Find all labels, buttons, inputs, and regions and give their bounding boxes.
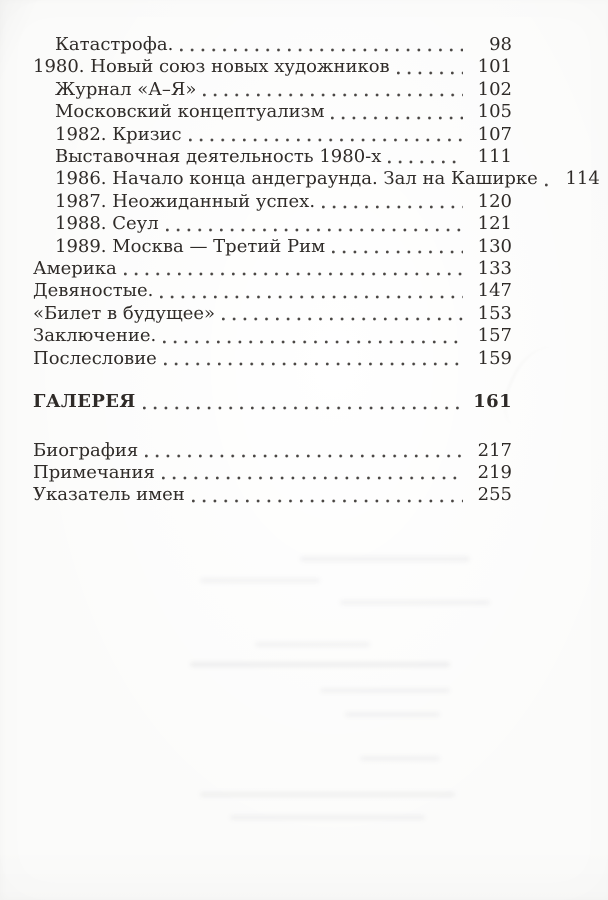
toc-entry-page: 147 [477,280,512,302]
toc-entry-page: 114 [565,168,600,190]
toc-entry-label: Выставочная деятельность 1980-х [55,146,382,168]
dot-leader [164,361,463,367]
toc-entry-label: Катастрофа. [55,34,174,55]
dot-leader [222,316,463,322]
toc-entry-label: 1989. Москва — Третий Рим [55,235,326,257]
toc-entry-label: Девяностые. [33,280,154,302]
toc-entry-label: 1980. Новый союз новых художников [33,56,390,78]
toc-entry-label: «Билет в будущее» [33,302,216,324]
toc-entry-page: 217 [477,439,512,461]
toc-entry-page: 133 [477,258,512,280]
toc-entry [33,191,512,213]
bleed-through-mark [320,688,450,693]
toc-entry-page: 159 [477,347,512,369]
toc-entry-label: Московский концептуализм [55,101,325,123]
dot-leader [145,453,463,459]
dot-leader [322,204,463,210]
dot-leader [192,498,463,504]
toc-entry [33,56,512,78]
toc-entry-page: 121 [477,213,512,235]
bleed-through-mark [230,815,425,820]
bleed-through-mark [200,792,455,797]
toc-entry [33,101,512,123]
toc-entry [33,258,512,280]
dot-leader [332,249,463,255]
dot-leader [397,70,463,76]
toc-entry-label: Биография [33,439,139,461]
dot-leader [180,47,463,53]
toc-entry-page: 107 [477,123,512,145]
toc-entry-page: 255 [477,484,512,506]
toc-entry-page: 130 [477,235,512,257]
bleed-through-mark [200,578,320,583]
dot-leader [143,405,463,411]
toc-entry-label: Журнал «А–Я» [55,78,197,100]
toc-entry-label: 1982. Кризис [55,123,182,145]
bleed-through-mark [340,600,490,605]
bleed-through-mark [255,642,370,647]
bleed-through-mark [300,556,470,562]
toc-entry [33,348,512,370]
toc-entry [33,146,512,168]
toc-entry-page: 153 [477,302,512,324]
toc-entry-page: 101 [477,56,512,78]
toc-entry-page: 102 [477,78,512,100]
dot-leader [162,475,463,481]
toc-entry [33,236,512,258]
bleed-through-mark [360,756,440,761]
toc-entry [33,34,512,56]
toc-entry-page: 105 [477,101,512,123]
dot-leader [203,92,463,98]
table-of-contents [33,34,600,507]
toc-entry [33,440,512,462]
toc-entry-page: 98 [489,34,512,55]
dot-leader [166,227,463,233]
dot-leader [545,182,551,188]
toc-entry-label: ГАЛЕРЕЯ [33,391,136,413]
toc-entry-page: 157 [477,325,512,347]
toc-entry-label: Послесловие [33,347,157,369]
toc-entry [33,391,512,413]
toc-entry-page: 219 [477,461,512,483]
toc-entry [33,484,512,506]
toc-entry-label: Заключение. [33,325,157,347]
toc-entry [33,280,512,302]
toc-entry-label: 1987. Неожиданный успех. [55,190,316,212]
bleed-through-mark [190,662,450,667]
toc-entry [33,462,512,484]
toc-entry [33,213,512,235]
toc-entry-label: Указатель имен [33,484,185,506]
toc-entry [33,325,512,347]
dot-leader [160,294,463,300]
dot-leader [124,271,463,277]
toc-entry-page: 111 [477,146,512,168]
dot-leader [331,115,463,121]
toc-entry [33,303,512,325]
dot-leader [163,339,463,345]
bleed-through-mark [345,712,440,717]
toc-entry-label: Примечания [33,461,155,483]
toc-entry [33,79,512,101]
toc-entry-label: 1986. Начало конца андеграунда. Зал на Каширке [55,168,538,190]
toc-entry-label: Америка [33,258,117,280]
dot-leader [388,159,463,165]
dot-leader [189,137,463,143]
toc-entry-page: 161 [473,391,512,413]
toc-entry-page: 120 [477,190,512,212]
toc-entry [33,168,600,190]
toc-entry-label: 1988. Сеул [55,213,159,235]
toc-entry [33,124,512,146]
